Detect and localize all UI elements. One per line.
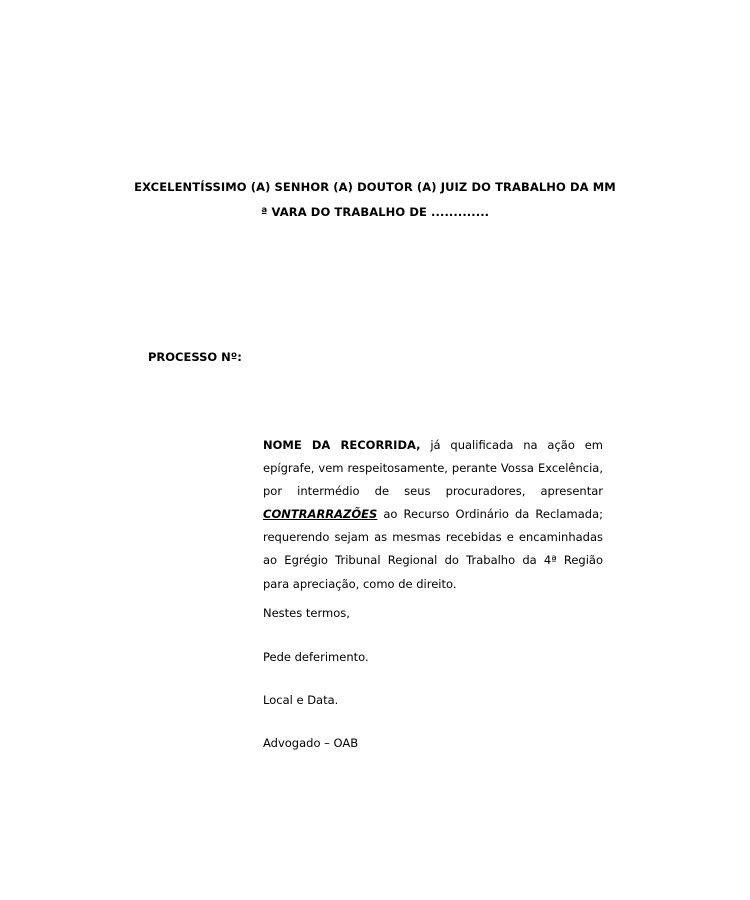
petition-paragraph xyxy=(263,434,603,596)
party-name: NOME DA RECORRIDA, xyxy=(263,438,421,452)
closing-terms: Nestes termos, xyxy=(263,606,350,620)
petition-text-after: ao Recurso Ordinário da Reclamada; requerendo sejam as mesmas recebidas e encaminhadas ao Egrégio Tribunal Regional do Trabalho da 4ª Região para apreciação, como de direito. xyxy=(263,507,603,591)
closing-request: Pede deferimento. xyxy=(263,650,369,664)
petition-text-before: já qualificada na ação em epígrafe, vem respeitosamente, perante Vossa Excelência, por intermédio de seus procuradores, apresentar xyxy=(263,438,603,499)
addressee-line-2: ª VARA DO TRABALHO DE ............. xyxy=(260,205,490,219)
addressee-line-1: EXCELENTÍSSIMO (A) SENHOR (A) DOUTOR (A) JUIZ DO TRABALHO DA MM xyxy=(134,180,616,194)
closing-signature: Advogado – OAB xyxy=(263,736,359,750)
closing-place-date: Local e Data. xyxy=(263,693,339,707)
document-type: CONTRARRAZÕES xyxy=(263,507,378,522)
case-number-label: PROCESSO Nº: xyxy=(148,350,242,364)
